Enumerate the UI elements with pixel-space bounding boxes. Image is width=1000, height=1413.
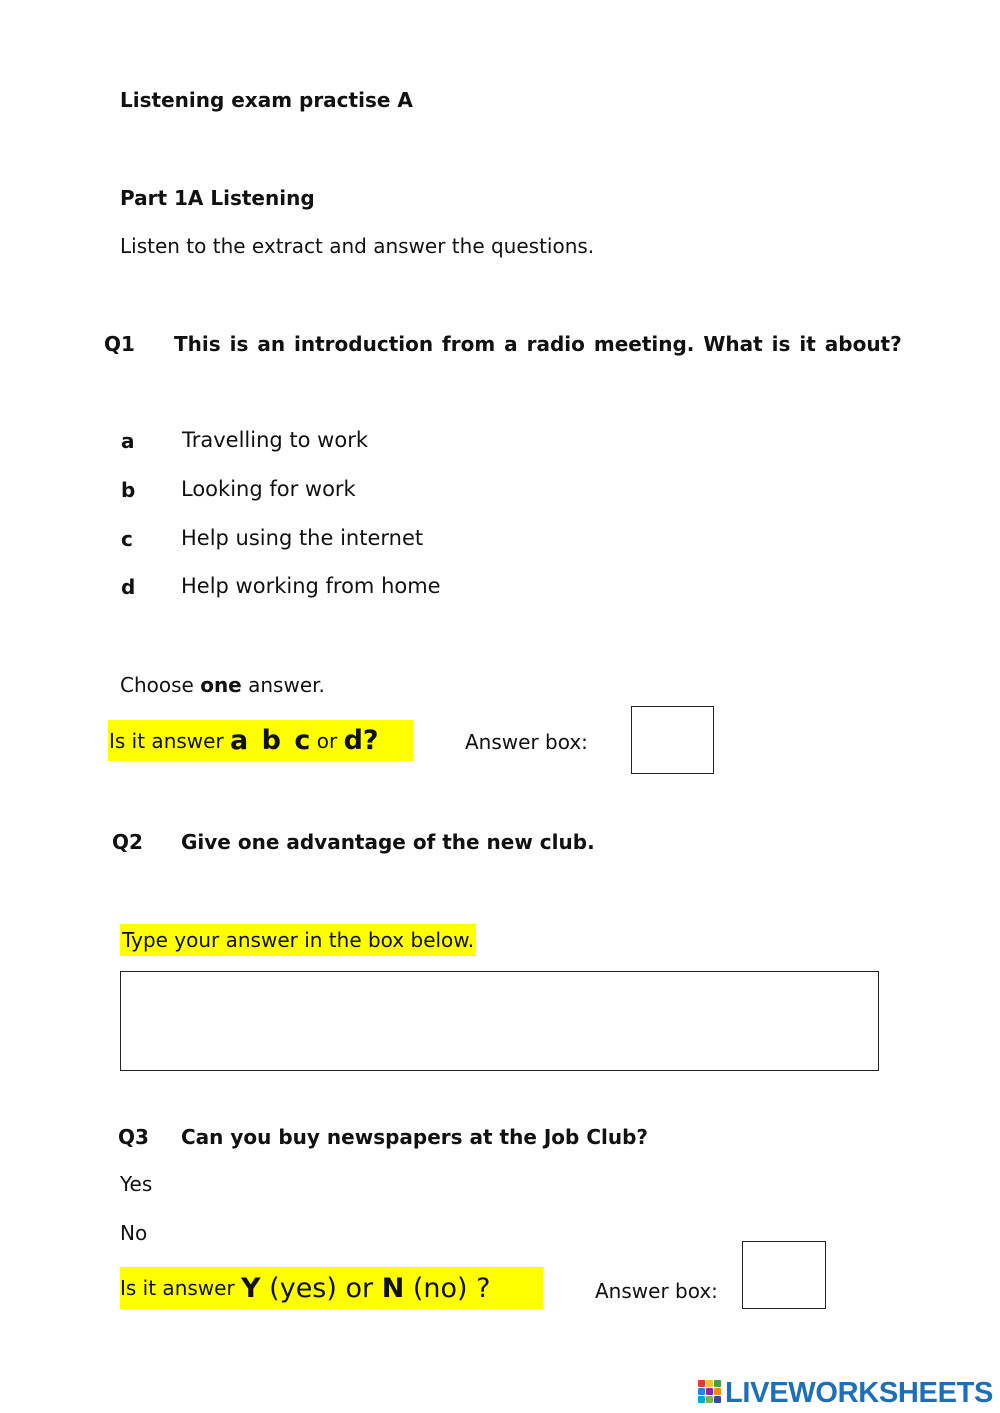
q3-number: Q3 — [118, 1125, 149, 1149]
q3-question: Can you buy newspapers at the Job Club? — [181, 1125, 649, 1149]
q1-answer-box[interactable] — [631, 706, 714, 774]
q2-number: Q2 — [112, 830, 143, 854]
q3-answer-box-label: Answer box: — [595, 1279, 718, 1303]
q3-prompt-n: N — [381, 1272, 405, 1304]
q2-answer-field[interactable] — [120, 971, 879, 1071]
q1-prompt-prefix: Is it answer — [109, 728, 231, 753]
document-title: Listening exam practise A — [120, 88, 413, 112]
logo-square-9 — [714, 1396, 721, 1403]
option-c-letter: c — [121, 527, 133, 551]
q1-prompt-d: d? — [343, 725, 379, 756]
option-b-text: Looking for work — [181, 477, 356, 501]
q2-question: Give one advantage of the new club. — [181, 830, 595, 854]
q3-choice-yes: Yes — [120, 1172, 153, 1196]
q3-choice-no: No — [120, 1221, 148, 1245]
logo-square-6 — [714, 1388, 721, 1395]
logo-square-1 — [698, 1380, 705, 1387]
q1-prompt-highlight — [108, 720, 413, 761]
logo-square-2 — [706, 1380, 713, 1387]
logo-square-3 — [714, 1380, 721, 1387]
logo-square-5 — [706, 1388, 713, 1395]
q3-answer-box[interactable] — [742, 1241, 826, 1309]
instruction-text: Listen to the extract and answer the questions. — [120, 234, 595, 258]
choose-suffix: answer. — [241, 673, 325, 697]
option-d-text: Help working from home — [181, 574, 441, 598]
q1-prompt-or: or — [310, 728, 344, 753]
logo-text: LIVEWORKSHEETS — [725, 1376, 994, 1409]
part-heading: Part 1A Listening — [120, 186, 315, 210]
q3-prompt-prefix: Is it answer — [120, 1276, 242, 1300]
q1-question: This is an introduction from a radio meeting. What is it about? — [174, 332, 902, 356]
choose-prefix: Choose — [120, 673, 201, 697]
choose-bold: one — [200, 673, 242, 697]
q3-prompt-y: Y — [241, 1272, 261, 1304]
q3-prompt-highlight — [120, 1267, 543, 1309]
logo-square-7 — [698, 1396, 705, 1403]
liveworksheets-logo — [698, 1376, 993, 1410]
option-a-letter: a — [121, 429, 135, 453]
option-a-text: Travelling to work — [182, 428, 368, 452]
q1-answer-box-label: Answer box: — [465, 730, 588, 754]
q3-prompt-no: (no) ? — [404, 1272, 491, 1304]
logo-mark-icon — [698, 1380, 722, 1406]
q1-prompt-abc: a b c — [230, 725, 311, 756]
q3-prompt-yes: (yes) or — [260, 1272, 382, 1304]
option-d-letter: d — [121, 575, 136, 599]
option-c-text: Help using the internet — [181, 526, 424, 550]
logo-square-4 — [698, 1388, 705, 1395]
q1-number: Q1 — [104, 332, 135, 356]
q2-prompt-highlight: Type your answer in the box below. — [120, 924, 476, 956]
option-b-letter: b — [121, 478, 136, 502]
choose-instruction — [120, 673, 325, 697]
logo-square-8 — [706, 1396, 713, 1403]
